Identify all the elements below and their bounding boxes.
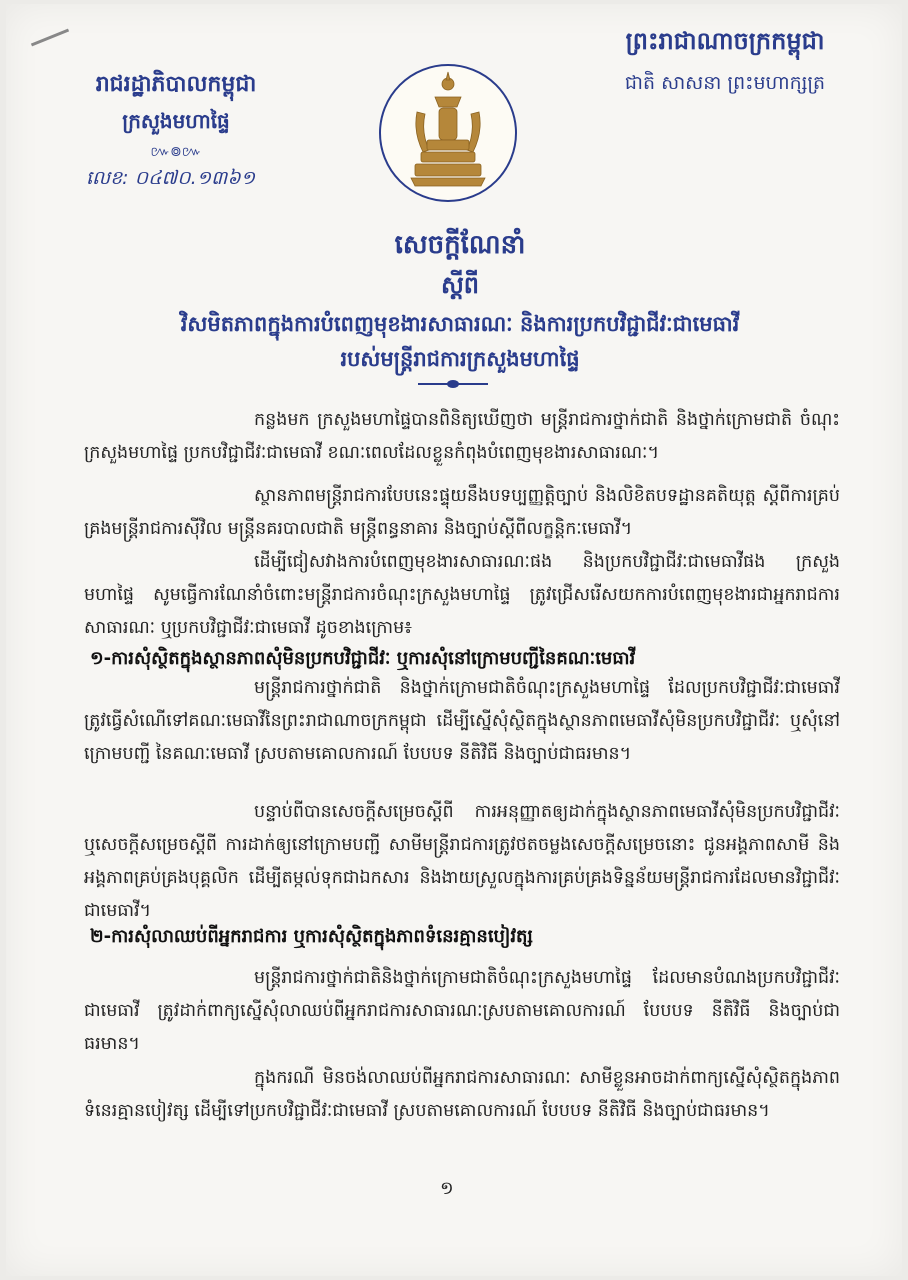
ministry-name: ក្រសួងមហាផ្ទៃ [122,109,230,133]
royal-emblem-icon [377,62,519,204]
title-line-2: ស្តីពី [440,271,480,299]
paragraph-4: មន្ត្រីរាជការថ្នាក់ជាតិ និងថ្នាក់ក្រោមជាតិចំណុះក្រសួងមហាផ្ទៃ ដែលប្រកបវិជ្ជាជីវៈជាមេធាវី ត្រូវធ្វើសំណើទៅគណៈមេធាវីនៃព្រះរាជាណាចក្រកម្ពុជា ដើម្បីស្នើសុំស្ថិតក្នុងស្ថានភាពមេធាវីសុំមិនប្រកបវិជ្ជាជីវៈ ឬសុំនៅក្រោមបញ្ជី នៃគណៈមេធាវី ស្របតាមគោលការណ៍ បែបបទ នីតិវិធី និងច្បាប់ជាធរមាន។ [84,678,840,764]
government-name: រាជរដ្ឋាភិបាលកម្ពុជា [95,72,257,97]
page-number: ១ [440,1178,454,1199]
reference-number: លេខ: ០៤៧០.១៣៦១ [86,167,256,189]
section-heading-1: ១-ការសុំស្ថិតក្នុងស្ថានភាពសុំមិនប្រកបវិជ្ជាជីវៈ ឬការសុំនៅក្រោមបញ្ជីនៃគណៈមេធាវី [90,648,636,669]
national-motto: ជាតិ សាសនា ព្រះមហាក្សត្រ [624,72,826,94]
kingdom-name: ព្រះរាជាណាចក្រកម្ពុជា [625,27,825,55]
paragraph-3: ដើម្បីជៀសវាងការបំពេញមុខងារសាធារណៈផង និងប្រកបវិជ្ជាជីវៈជាមេធាវីផង ក្រសួងមហាផ្ទៃ សូមធ្វើការណែនាំចំពោះមន្ត្រីរាជការចំណុះក្រសួងមហាផ្ទៃ ត្រូវជ្រើសរើសយកការបំពេញមុខងារជាអ្នករាជការសាធារណៈ ឬប្រកបវិជ្ជាជីវៈជាមេធាវី ដូចខាងក្រោម៖ [84,552,840,638]
kingdom-header [600,26,850,99]
paragraph-7: ក្នុងករណី មិនចង់លាឈប់ពីអ្នករាជការសាធារណៈ សាមីខ្លួនអាចដាក់ពាក្យស្នើសុំស្ថិតក្នុងភាពទំនេរគ្មានបៀវត្ស ដើម្បីទៅប្រកបវិជ្ជាជីវៈជាមេធាវី ស្របតាមគោលការណ៍ បែបបទ នីតិវិធី និងច្បាប់ជាធរមាន។ [84,1068,840,1121]
ornament-divider: ៚៙៚ [150,144,202,160]
document-title [80,228,840,377]
paragraph-2: ស្ថានភាពមន្ត្រីរាជការបែបនេះផ្ទុយនឹងបទប្បញ្ញត្តិច្បាប់ និងលិខិតបទដ្ឋានគតិយុត្ត ស្តីពីការគ្រប់គ្រងមន្ត្រីរាជការស៊ីវិល មន្ត្រីនគរបាលជាតិ មន្ត្រីពន្ធនាគារ និងច្បាប់ស្តីពីលក្ខន្តិកៈមេធាវី។ [84,486,840,539]
section-heading-2: ២-ការសុំលាឈប់ពីអ្នករាជការ ឬការសុំស្ថិតក្នុងភាពទំនេរគ្មានបៀវត្ស [90,926,533,947]
paragraph-5: បន្ទាប់ពីបានសេចក្តីសម្រេចស្តីពី ការអនុញ្ញាតឲ្យដាក់ក្នុងស្ថានភាពមេធាវីសុំមិនប្រកបវិជ្ជាជីវៈ ឬសេចក្តីសម្រេចស្តីពី ការដាក់ឲ្យនៅក្រោមបញ្ជី សាមីមន្ត្រីរាជការត្រូវថតចម្លងសេចក្តីសម្រេចនោះ ជូនអង្គភាពសាមី និងអង្គភាពគ្រប់គ្រងបុគ្គលិក ដើម្បីតម្កល់ទុកជាឯកសារ និងងាយស្រួលក្នុងការគ្រប់គ្រងទិន្នន័យមន្ត្រីរាជការដែលមានវិជ្ជាជីវៈជាមេធាវី។ [84,802,840,921]
paragraph-6: មន្ត្រីរាជការថ្នាក់ជាតិនិងថ្នាក់ក្រោមជាតិចំណុះក្រសួងមហាផ្ទៃ ដែលមានបំណងប្រកបវិជ្ជាជីវៈជាមេធាវី ត្រូវដាក់ពាក្យស្នើសុំលាឈប់ពីអ្នករាជការសាធារណៈស្របតាមគោលការណ៍ បែបបទ នីតិវិធី និងច្បាប់ជាធរមាន។ [84,968,840,1054]
issuer-header [76,70,276,163]
paragraph-1: កន្លងមក ក្រសួងមហាផ្ទៃបានពិនិត្យឃើញថា មន្ត្រីរាជការថ្នាក់ជាតិ និងថ្នាក់ក្រោមជាតិ ចំណុះក្រសួងមហាផ្ទៃ ប្រកបវិជ្ជាជីវៈជាមេធាវី ខណៈពេលដែលខ្លួនកំពុងបំពេញមុខងារសាធារណៈ។ [84,410,840,463]
title-line-3: វិសមិតភាពក្នុងការបំពេញមុខងារសាធារណៈ និងការប្រកបវិជ្ជាជីវៈជាមេធាវី [180,312,740,336]
title-line-1: សេចក្តីណែនាំ [394,230,526,260]
title-divider [418,383,488,385]
title-line-4: របស់មន្ត្រីរាជការក្រសួងមហាផ្ទៃ [340,347,580,371]
